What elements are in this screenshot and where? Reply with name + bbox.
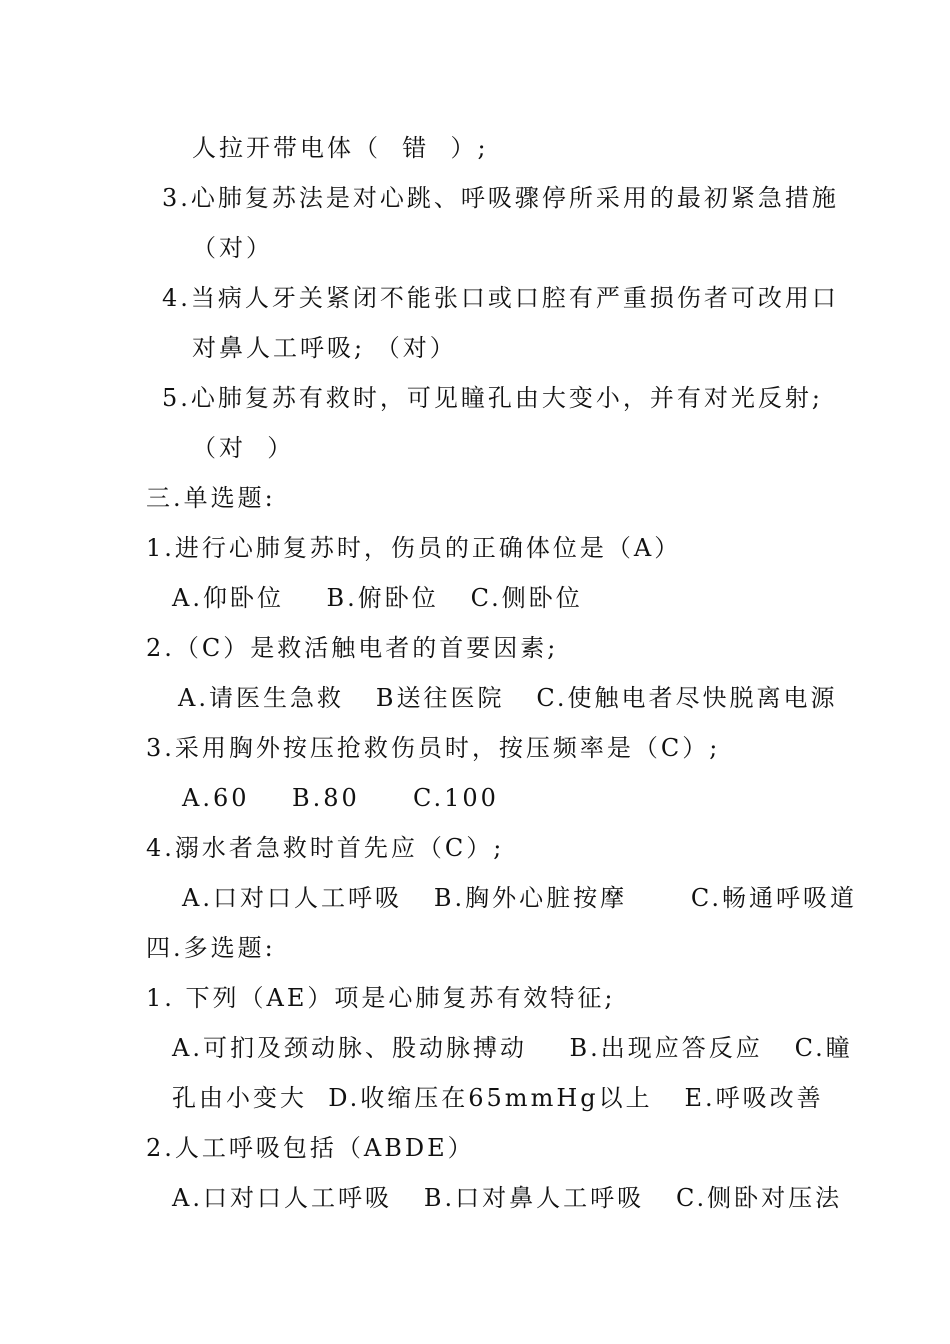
text-line: 4.当病人牙关紧闭不能张口或口腔有严重损伤者可改用口 bbox=[162, 284, 839, 312]
text-line: 5.心肺复苏有救时，可见瞳孔由大变小，并有对光反射; bbox=[162, 384, 823, 412]
text-line: 对鼻人工呼吸; （对） bbox=[192, 334, 457, 362]
question: 1. 下列（AE）项是心肺复苏有效特征; bbox=[146, 984, 616, 1012]
options: A.请医生急救 B送往医院 C.使触电者尽快脱离电源 bbox=[178, 684, 838, 712]
question: 1.进行心肺复苏时，伤员的正确体位是（A） bbox=[146, 534, 682, 562]
text-line: 人拉开带电体（ 错 ）; bbox=[192, 134, 489, 162]
question: 2.人工呼吸包括（ABDE） bbox=[146, 1134, 475, 1162]
text-line: 3.心肺复苏法是对心跳、呼吸骤停所采用的最初紧急措施 bbox=[162, 184, 839, 212]
options: A.可扪及颈动脉、股动脉搏动 B.出现应答反应 C.瞳 bbox=[172, 1034, 853, 1062]
section-heading: 四.多选题: bbox=[146, 934, 276, 962]
question: 2.（C）是救活触电者的首要因素; bbox=[146, 634, 559, 662]
options: A.仰卧位 B.俯卧位 C.侧卧位 bbox=[172, 584, 583, 612]
text-line: （对） bbox=[192, 234, 273, 262]
options: 孔由小变大 D.收缩压在65mmHg以上 E.呼吸改善 bbox=[172, 1084, 824, 1112]
question: 4.溺水者急救时首先应（C）; bbox=[146, 834, 505, 862]
question: 3.采用胸外按压抢救伤员时，按压频率是（C）; bbox=[146, 734, 721, 762]
section-heading: 三.单选题: bbox=[146, 484, 276, 512]
options: A.口对口人工呼吸 B.胸外心脏按摩 C.畅通呼吸道 bbox=[182, 884, 858, 912]
options: A.口对口人工呼吸 B.口对鼻人工呼吸 C.侧卧对压法 bbox=[172, 1184, 843, 1212]
options: A.60 B.80 C.100 bbox=[182, 784, 499, 812]
text-line: （对 ） bbox=[192, 434, 295, 462]
